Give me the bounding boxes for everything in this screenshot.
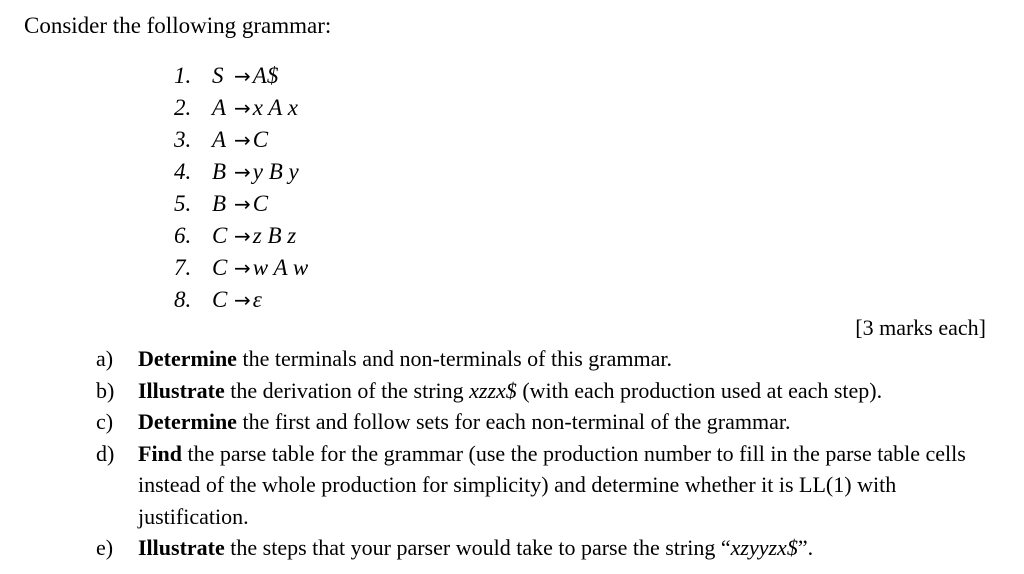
question-verb: Illustrate — [138, 535, 225, 560]
production-3 — [174, 124, 308, 156]
production-number: 8. — [174, 287, 192, 312]
question-text: ”. — [797, 535, 814, 560]
arrow-icon: → — [234, 160, 251, 184]
question-verb: Determine — [138, 346, 237, 371]
production-lhs: C — [212, 287, 228, 312]
production-number: 6. — [174, 223, 192, 248]
production-lhs: A — [212, 127, 227, 152]
question-letter: c) — [96, 409, 114, 434]
question-letter: e) — [96, 535, 114, 560]
production-number: 5. — [174, 191, 192, 216]
production-rhs: w A w — [252, 255, 309, 280]
question-d — [96, 438, 996, 533]
production-lhs: C — [212, 223, 228, 248]
input-string: xzyyzx$ — [730, 535, 798, 560]
question-text: the terminals and non-terminals of this grammar. — [236, 346, 672, 371]
production-rhs: z B z — [252, 223, 297, 248]
production-lhs: S — [212, 63, 224, 88]
marks-label: [3 marks each] — [855, 315, 986, 340]
question-letter: d) — [96, 440, 115, 466]
question-verb: Find — [138, 440, 183, 466]
production-5 — [174, 188, 308, 220]
question-letter: a) — [96, 346, 114, 371]
production-8 — [174, 284, 308, 316]
production-6 — [174, 220, 308, 252]
arrow-icon: → — [234, 256, 251, 280]
production-7 — [174, 252, 308, 284]
production-number: 4. — [174, 159, 192, 184]
grammar-productions — [174, 60, 308, 316]
production-1 — [174, 60, 308, 92]
question-a — [96, 343, 996, 375]
question-list — [96, 343, 996, 564]
production-rhs: A$ — [252, 63, 279, 88]
production-2 — [174, 92, 308, 124]
production-lhs: B — [212, 191, 227, 216]
arrow-icon: → — [234, 192, 251, 216]
question-e — [96, 532, 996, 564]
production-rhs: y B y — [252, 159, 299, 184]
production-lhs: B — [212, 159, 227, 184]
question-text: (with each production used at each step). — [516, 377, 883, 403]
arrow-icon: → — [234, 96, 251, 120]
production-lhs: C — [212, 255, 228, 280]
question-verb: Illustrate — [138, 377, 225, 403]
question-text: the steps that your parser would take to parse the string “ — [224, 535, 731, 560]
production-rhs: x A x — [252, 95, 298, 120]
production-rhs: C — [252, 127, 269, 152]
arrow-icon: → — [234, 288, 251, 312]
question-c — [96, 406, 996, 438]
production-number: 3. — [174, 127, 192, 152]
production-lhs: A — [212, 95, 227, 120]
arrow-icon: → — [234, 128, 251, 152]
question-text: the first and follow sets for each non-terminal of the grammar. — [236, 409, 791, 434]
production-rhs: ε — [252, 287, 262, 312]
question-intro: Consider the following grammar: — [24, 13, 332, 38]
question-verb: Determine — [138, 409, 237, 434]
production-number: 7. — [174, 255, 192, 280]
production-number: 2. — [174, 95, 192, 120]
question-text: the derivation of the string — [224, 377, 470, 403]
production-rhs: C — [252, 191, 269, 216]
question-letter: b) — [96, 377, 115, 403]
question-text: the parse table for the grammar (use the production number to fill in the parse table cells instead of the whole production for simplicity) and determine whether it is LL(1) with justification. — [138, 440, 966, 529]
input-string: xzzx$ — [469, 377, 517, 403]
production-number: 1. — [174, 63, 192, 88]
question-b — [96, 375, 996, 407]
production-4 — [174, 156, 308, 188]
arrow-icon: → — [234, 224, 251, 248]
arrow-icon: → — [234, 64, 251, 88]
